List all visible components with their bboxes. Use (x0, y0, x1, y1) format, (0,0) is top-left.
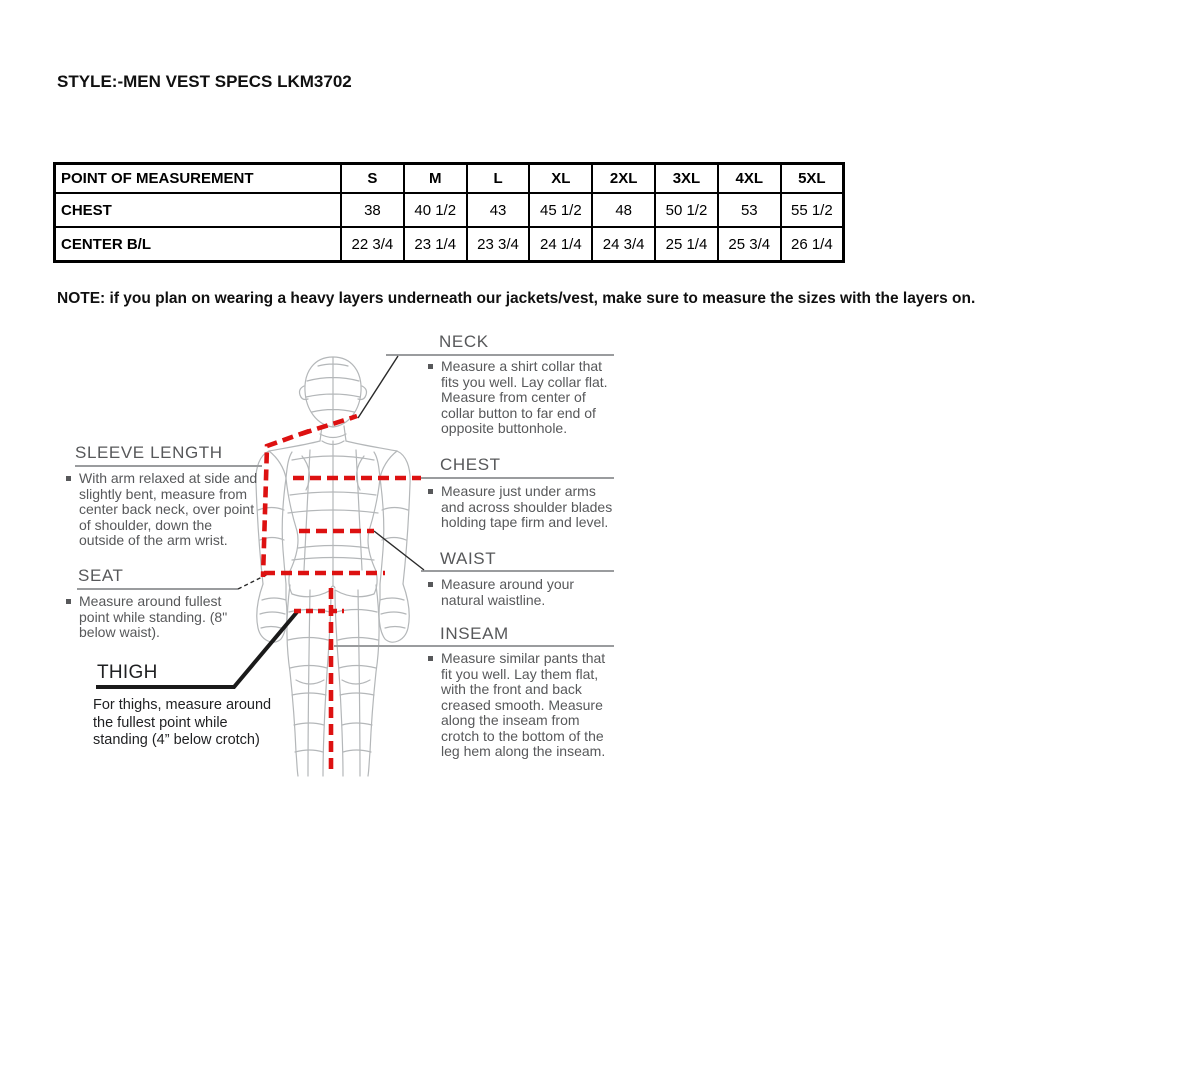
chest-description: Measure just under arms and across shoulder blades holding tape firm and level. (441, 484, 619, 531)
sleeve-measure-line (263, 431, 309, 577)
waist-description: Measure around your natural waistline. (441, 577, 611, 608)
table-row (55, 193, 844, 227)
value-cell: 45 1/2 (529, 193, 592, 227)
value-cell: 25 1/4 (655, 227, 718, 262)
value-cell: 43 (467, 193, 530, 227)
sleeve-length-description: With arm relaxed at side and slightly bent, measure from center back neck, over point of shoulder, down the outside of the arm wrist. (79, 471, 259, 549)
header-cell: XL (529, 164, 592, 194)
value-cell: 55 1/2 (781, 193, 844, 227)
table-row (55, 227, 844, 262)
header-cell: 2XL (592, 164, 655, 194)
seat-heading: SEAT (78, 566, 124, 585)
page-title: STYLE:-MEN VEST SPECS LKM3702 (57, 72, 352, 91)
value-cell: 50 1/2 (655, 193, 718, 227)
header-cell: L (467, 164, 530, 194)
value-cell: 48 (592, 193, 655, 227)
value-cell: 23 1/4 (404, 227, 467, 262)
value-cell: 40 1/2 (404, 193, 467, 227)
size-table-header-row (55, 164, 844, 194)
inseam-heading: INSEAM (440, 624, 509, 643)
seat-description: Measure around fullest point while standing. (8" below waist). (79, 594, 239, 641)
bullet-square-icon (428, 656, 433, 661)
row-label-cell: CHEST (55, 193, 342, 227)
bullet-square-icon (428, 489, 433, 494)
header-cell: S (341, 164, 404, 194)
value-cell: 25 3/4 (718, 227, 781, 262)
value-cell: 24 1/4 (529, 227, 592, 262)
row-label-cell: CENTER B/L (55, 227, 342, 262)
bullet-square-icon (428, 582, 433, 587)
neck-heading: NECK (439, 332, 489, 351)
header-cell: 3XL (655, 164, 718, 194)
value-cell: 22 3/4 (341, 227, 404, 262)
thigh-heading: THIGH (97, 662, 158, 683)
bullet-square-icon (66, 476, 71, 481)
neck-description: Measure a shirt collar that fits you well. Lay collar flat. Measure from center of collar button to far end of opposite buttonhole. (441, 359, 623, 437)
waist-heading: WAIST (440, 549, 497, 568)
header-cell: 4XL (718, 164, 781, 194)
bullet-square-icon (66, 599, 71, 604)
note-text: NOTE: if you plan on wearing a heavy layers underneath our jackets/vest, make sure to measure the sizes with the layers on. (57, 290, 976, 307)
value-cell: 26 1/4 (781, 227, 844, 262)
header-cell: POINT OF MEASUREMENT (55, 164, 342, 194)
value-cell: 53 (718, 193, 781, 227)
size-table (53, 162, 845, 263)
header-cell: M (404, 164, 467, 194)
sleeve-length-heading: SLEEVE LENGTH (75, 443, 223, 462)
value-cell: 24 3/4 (592, 227, 655, 262)
header-cell: 5XL (781, 164, 844, 194)
inseam-description: Measure similar pants that fit you well. Lay them flat, with the front and back creased smooth. Measure along the inseam from crotch to the bottom of the leg hem along the inseam. (441, 651, 613, 760)
thigh-description: For thighs, measure around the fullest point while standing (4” below crotch) (93, 697, 272, 748)
value-cell: 23 3/4 (467, 227, 530, 262)
neck-measure-line (301, 416, 357, 434)
bullet-square-icon (428, 364, 433, 369)
chest-heading: CHEST (440, 455, 501, 474)
value-cell: 38 (341, 193, 404, 227)
